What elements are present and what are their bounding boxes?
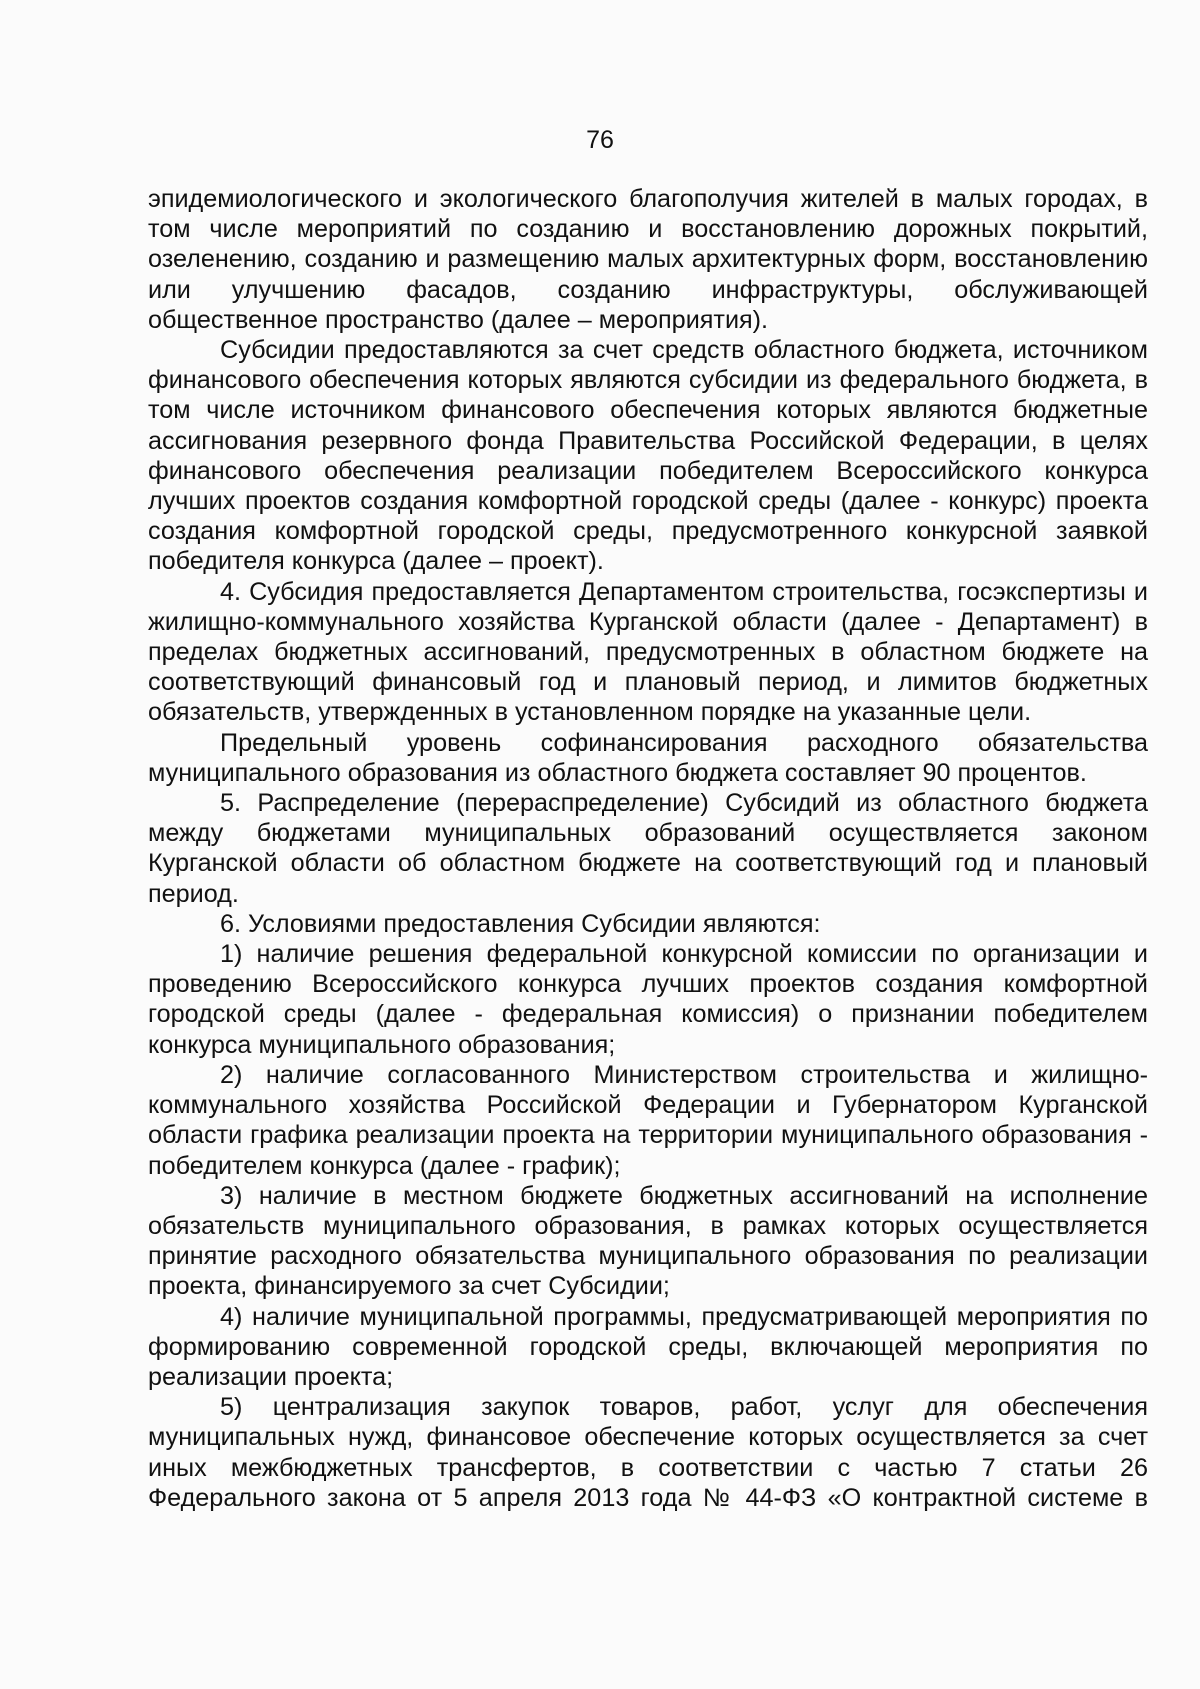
page-number: 76 — [586, 126, 614, 154]
paragraph-subsidy-sources: Субсидии предоставляются за счет средств областного бюджета, источником финансового обеспечения которых являются субсидии из федерального бюджета, в том числе источником финансового обеспечения которых являются бюджетные ассигнования резервного фонда Правительства Российской Федерации, в целях финансового обеспечения реализации победителем Всероссийского конкурса лучших проектов создания комфортной городской среды (далее - конкурс) проекта создания комфортной городской среды, предусмотренного конкурсной заявкой победителя конкурса (далее – проект). — [148, 336, 1148, 576]
document-body — [148, 184, 1148, 1513]
paragraph-condition-3: 3) наличие в местном бюджете бюджетных ассигнований на исполнение обязательств муниципального образования, в рамках которых осуществляется принятие расходного обязательства муниципального образования по реализации проекта, финансируемого за счет Субсидии; — [148, 1181, 1148, 1301]
paragraph-continuation: эпидемиологического и экологического благополучия жителей в малых городах, в том числе мероприятий по созданию и восстановлению дорожных покрытий, озеленению, созданию и размещению малых архитектурных форм, восстановлению или улучшению фасадов, созданию инфраструктуры, обслуживающей общественное пространство (далее – мероприятия). — [148, 185, 1148, 334]
paragraph-condition-4: 4) наличие муниципальной программы, предусматривающей мероприятия по формированию современной городской среды, включающей мероприятия по реализации проекта; — [148, 1302, 1148, 1391]
paragraph-condition-5: 5) централизация закупок товаров, работ, услуг для обеспечения муниципальных нужд, финансовое обеспечение которых осуществляется за счет иных межбюджетных трансфертов, в соответствии с частью 7 статьи 26 Федерального закона от 5 апреля 2013 года № 44-ФЗ «О контрактной системе в — [148, 1393, 1148, 1512]
paragraph-item-6: 6. Условиями предоставления Субсидии являются: — [220, 909, 821, 938]
paragraph-item-5: 5. Распределение (перераспределение) Субсидий из областного бюджета между бюджетами муниципальных образований осуществляется законом Курганской области об областном бюджете на соответствующий год и плановый период. — [148, 789, 1148, 908]
paragraph-condition-2: 2) наличие согласованного Министерством строительства и жилищно-коммунального хозяйства Российской Федерации и Губернатором Курганской области графика реализации проекта на территории муниципального образования - победителем конкурса (далее - график); — [148, 1060, 1148, 1180]
paragraph-condition-1: 1) наличие решения федеральной конкурсной комиссии по организации и проведению Всероссийского конкурса лучших проектов создания комфортной городской среды (далее - федеральная комиссия) о признании победителем конкурса муниципального образования; — [148, 940, 1148, 1059]
paragraph-item-4: 4. Субсидия предоставляется Департаментом строительства, госэкспертизы и жилищно-коммунального хозяйства Курганской области (далее - Департамент) в пределах бюджетных ассигнований, предусмотренных в областном бюджете на соответствующий финансовый год и плановый период, и лимитов бюджетных обязательств, утвержденных в установленном порядке на указанные цели. — [148, 577, 1148, 727]
paragraph-cofinancing-level: Предельный уровень софинансирования расходного обязательства муниципального образования из областного бюджета составляет 90 процентов. — [148, 728, 1148, 787]
